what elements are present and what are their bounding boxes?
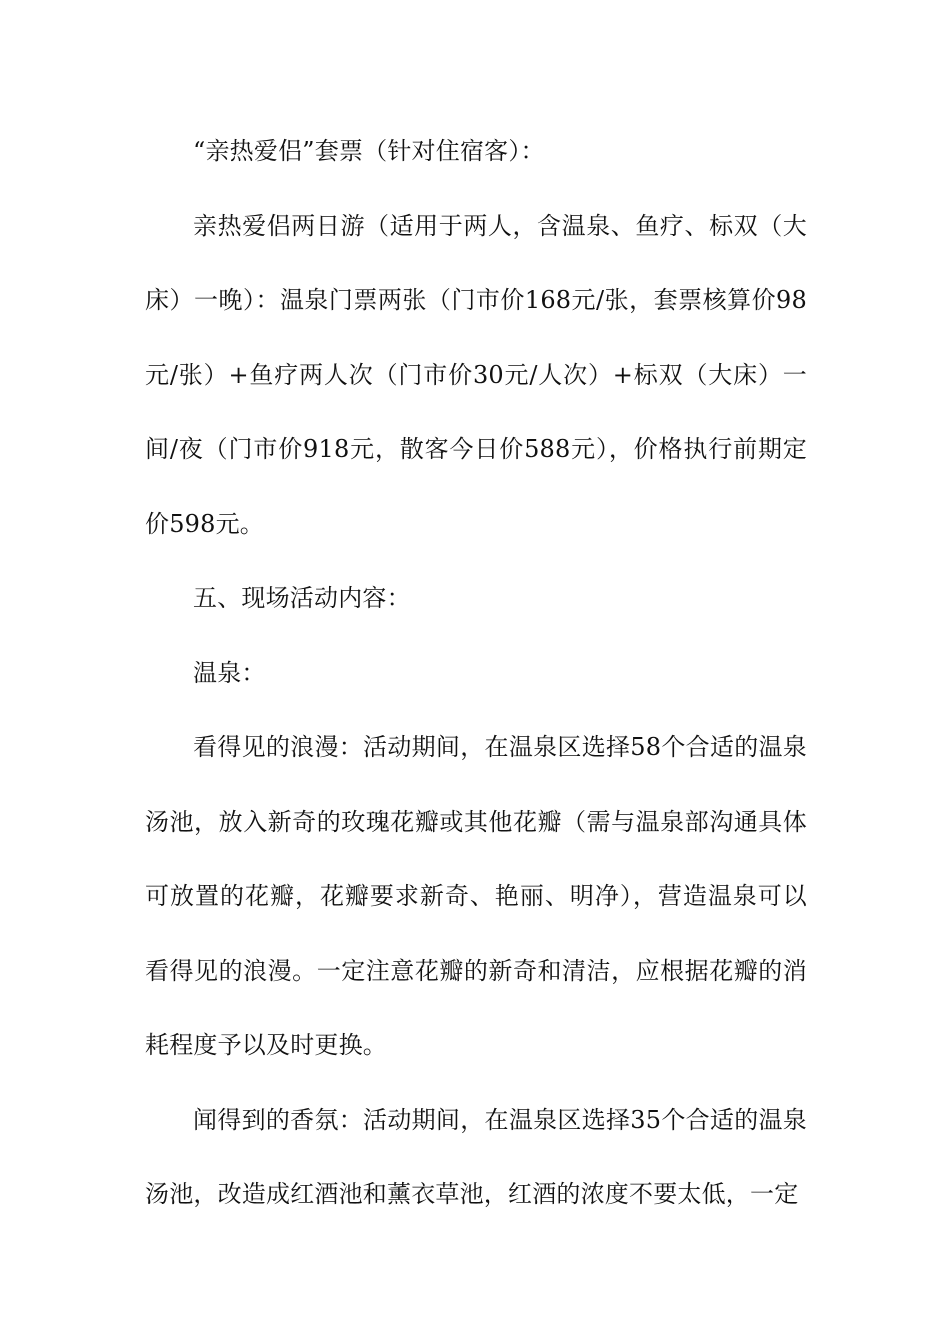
paragraph-package-detail: 亲热爱侣两日游（适用于两人，含温泉、鱼疗、标双（大床）一晚）：温泉门票两张（门市价168元/张，套票核算价98元/张）+鱼疗两人次（门市价30元/人次）+标双（大床）一间/夜（门市价918元，散客今日价588元），价格执行前期定价598元。 [145,211,807,538]
document-body [145,114,807,1232]
paragraph-fragrance: 闻得到的香氛：活动期间，在温泉区选择35个合适的温泉汤池，改造成红酒池和薰衣草池，红酒的浓度不要太低，一定 [145,1105,807,1208]
paragraph-package-title: “亲热爱侣”套票（针对住宿客）： [193,137,545,165]
paragraph-hot-spring-heading: 温泉： [193,658,266,687]
paragraph-visible-romance: 看得见的浪漫：活动期间，在温泉区选择58个合适的温泉汤池，放入新奇的玫瑰花瓣或其他花瓣（需与温泉部沟通具体可放置的花瓣，花瓣要求新奇、艳丽、明净），营造温泉可以看得见的浪漫。一定注意花瓣的新奇和清洁，应根据花瓣的消耗程度予以及时更换。 [145,733,807,1059]
paragraph-section-heading: 五、现场活动内容： [193,584,411,612]
